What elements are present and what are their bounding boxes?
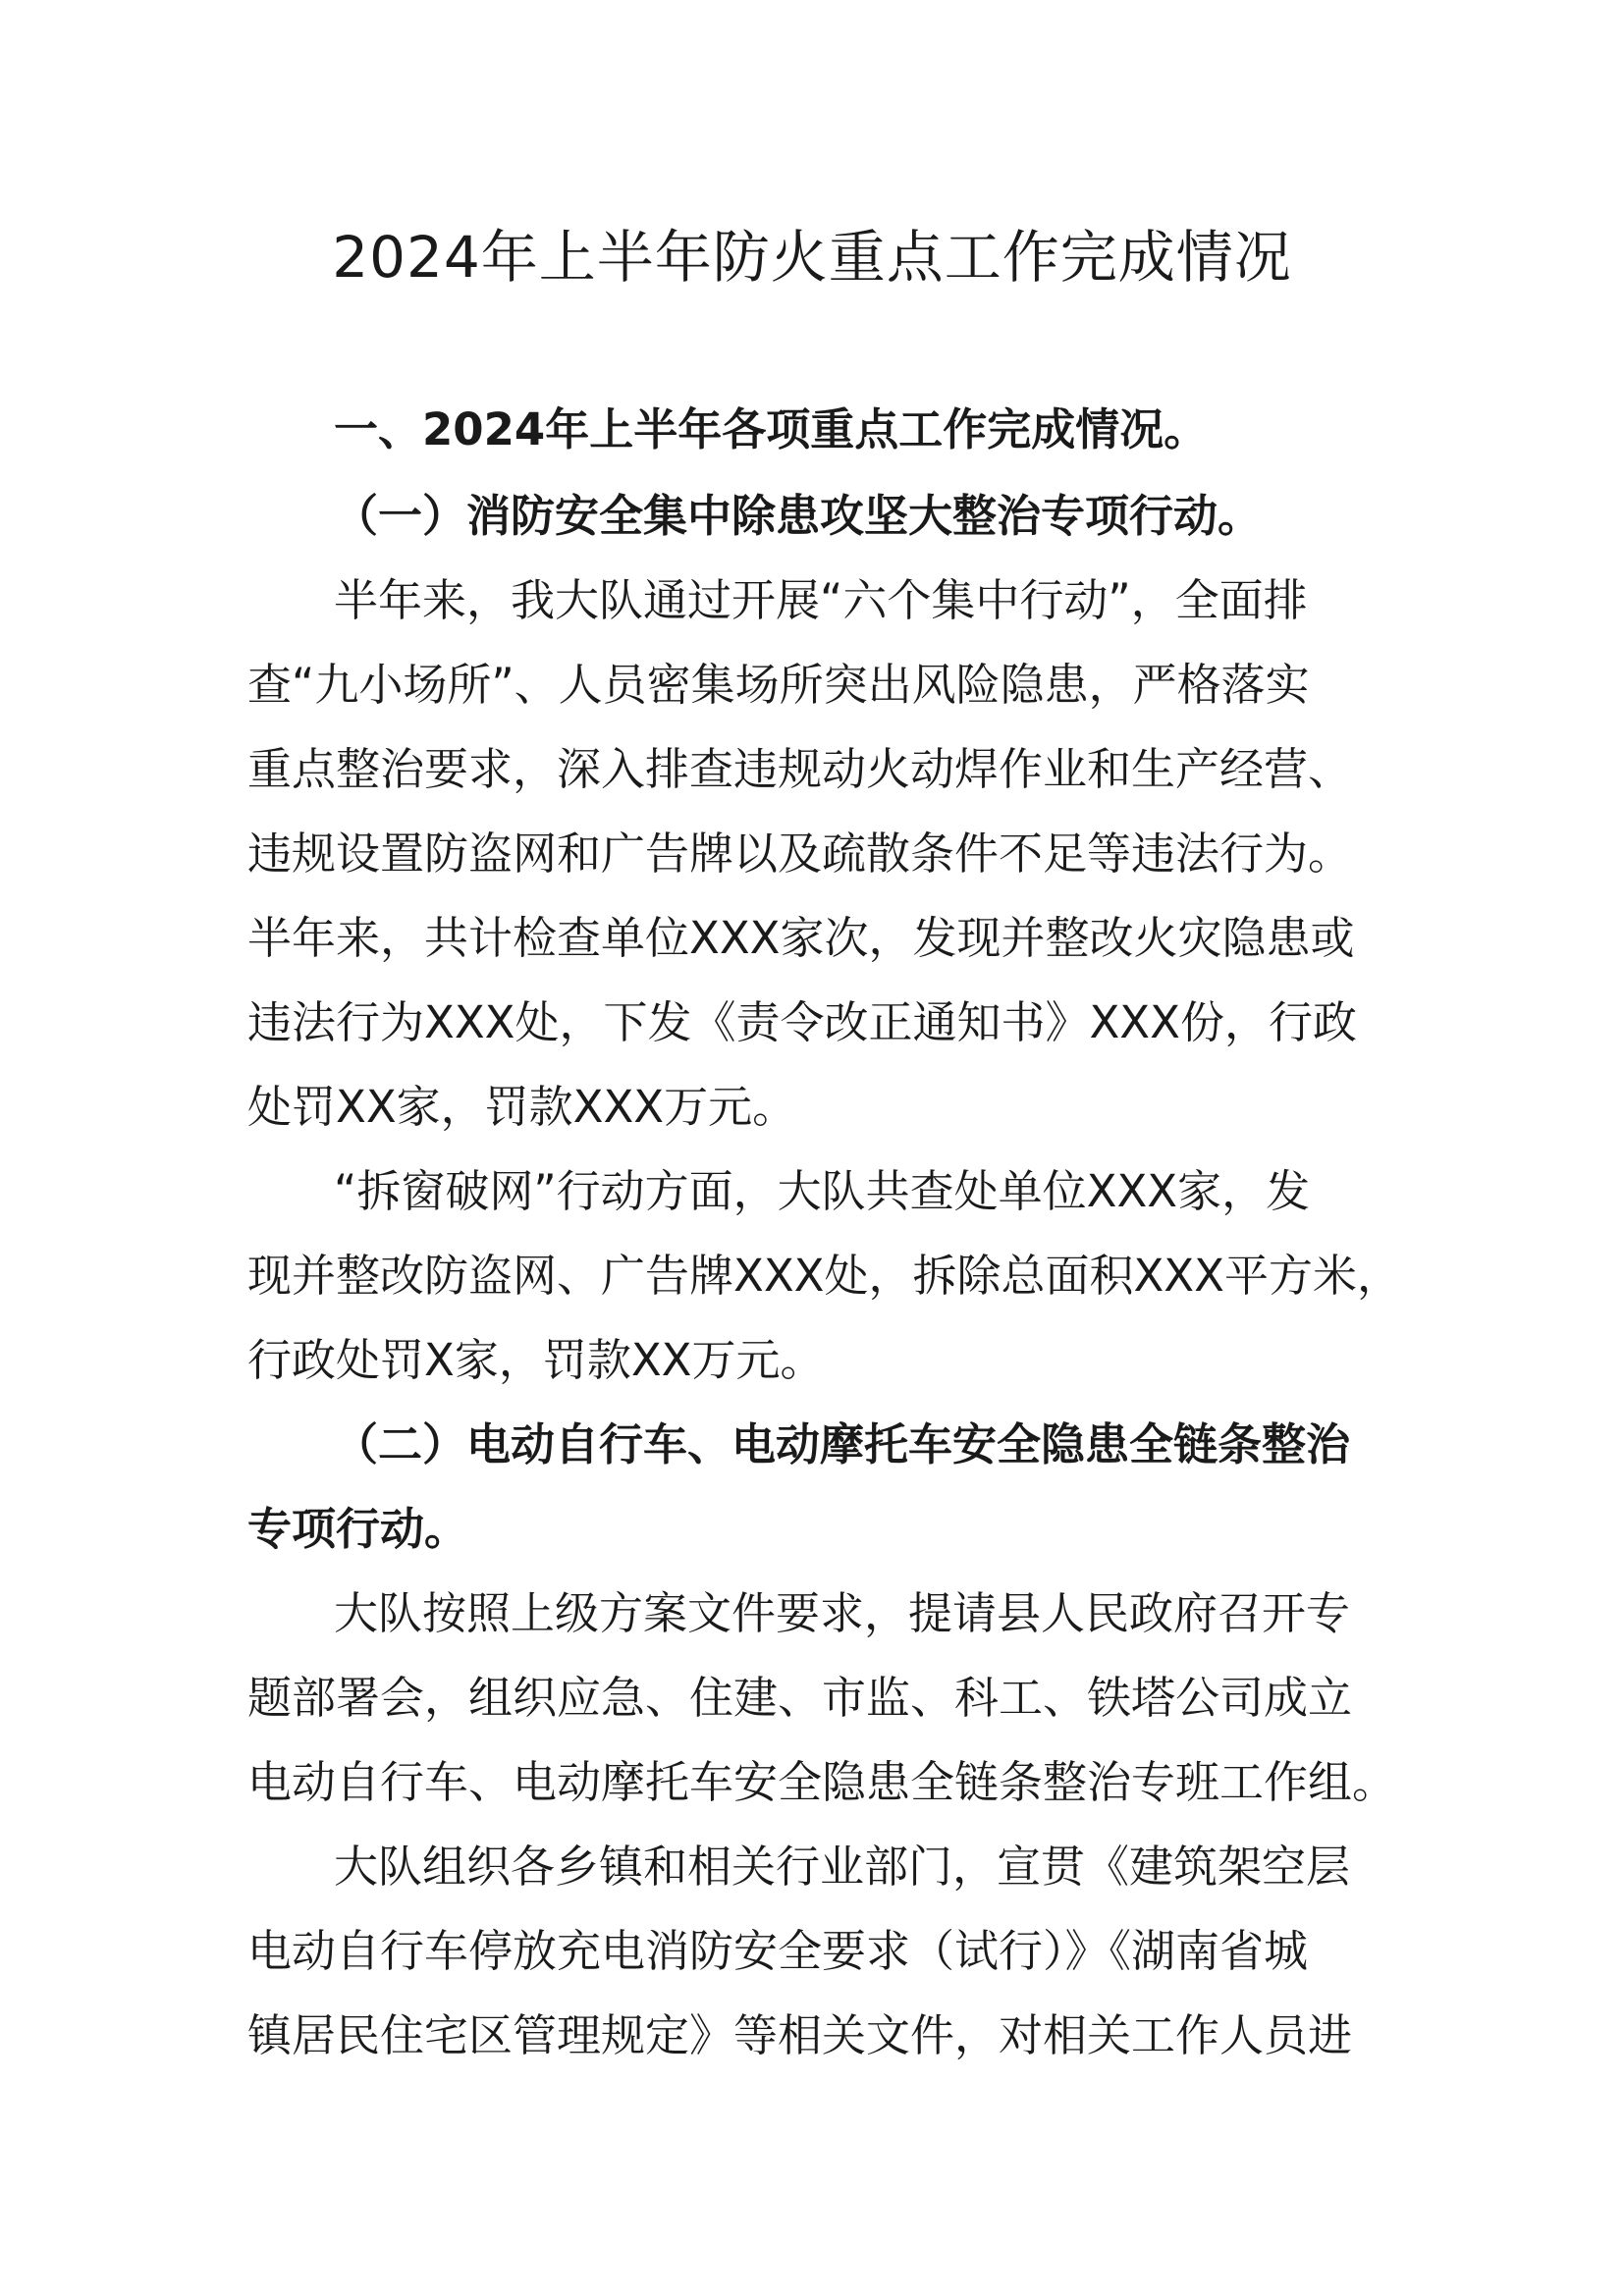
para-3-line-1: 大队按照上级方案文件要求，提请县人民政府召开专 bbox=[334, 1587, 1351, 1639]
para-4-line-3: 镇居民住宅区管理规定》等相关文件，对相关工作人员进 bbox=[247, 2009, 1353, 2061]
para-1-line-6: 违法行为XXX处，下发《责令改正通知书》XXX份，行政 bbox=[247, 996, 1357, 1048]
heading-1: 一、2024年上半年各项重点工作完成情况。 bbox=[334, 403, 1209, 455]
para-1-line-2: 查“九小场所”、人员密集场所突出风险隐患，严格落实 bbox=[247, 659, 1310, 711]
document-title: 2024年上半年防火重点工作完成情况 bbox=[332, 224, 1292, 291]
para-4-line-1: 大队组织各乡镇和相关行业部门，宣贯《建筑架空层 bbox=[334, 1841, 1351, 1893]
subheading-2-line-2: 专项行动。 bbox=[247, 1503, 469, 1555]
para-3-line-3: 电动自行车、电动摩托车安全隐患全链条整治专班工作组。 bbox=[247, 1756, 1397, 1808]
para-3-line-2: 题部署会，组织应急、住建、市监、科工、铁塔公司成立 bbox=[247, 1672, 1353, 1724]
para-2-line-1: “拆窗破网”行动方面，大队共查处单位XXX家，发 bbox=[334, 1165, 1311, 1217]
para-2-line-2: 现并整改防盗网、广告牌XXX处，拆除总面积XXX平方米， bbox=[247, 1250, 1401, 1302]
para-1-line-7: 处罚XX家，罚款XXX万元。 bbox=[247, 1081, 797, 1133]
subheading-2-line-1: （二）电动自行车、电动摩托车安全隐患全链条整治 bbox=[334, 1418, 1351, 1470]
para-2-line-3: 行政处罚X家，罚款XX万元。 bbox=[247, 1334, 825, 1386]
subheading-1: （一）消防安全集中除患攻坚大整治专项行动。 bbox=[334, 490, 1263, 542]
para-1-line-4: 违规设置防盗网和广告牌以及疏散条件不足等违法行为。 bbox=[247, 828, 1353, 880]
para-1-line-1: 半年来，我大队通过开展“六个集中行动”，全面排 bbox=[334, 574, 1308, 626]
para-1-line-5: 半年来，共计检查单位XXX家次，发现并整改火灾隐患或 bbox=[247, 912, 1355, 964]
para-1-line-3: 重点整治要求，深入排查违规动火动焊作业和生产经营、 bbox=[247, 743, 1353, 795]
para-4-line-2: 电动自行车停放充电消防安全要求（试行）》《湖南省城 bbox=[247, 1925, 1309, 1977]
